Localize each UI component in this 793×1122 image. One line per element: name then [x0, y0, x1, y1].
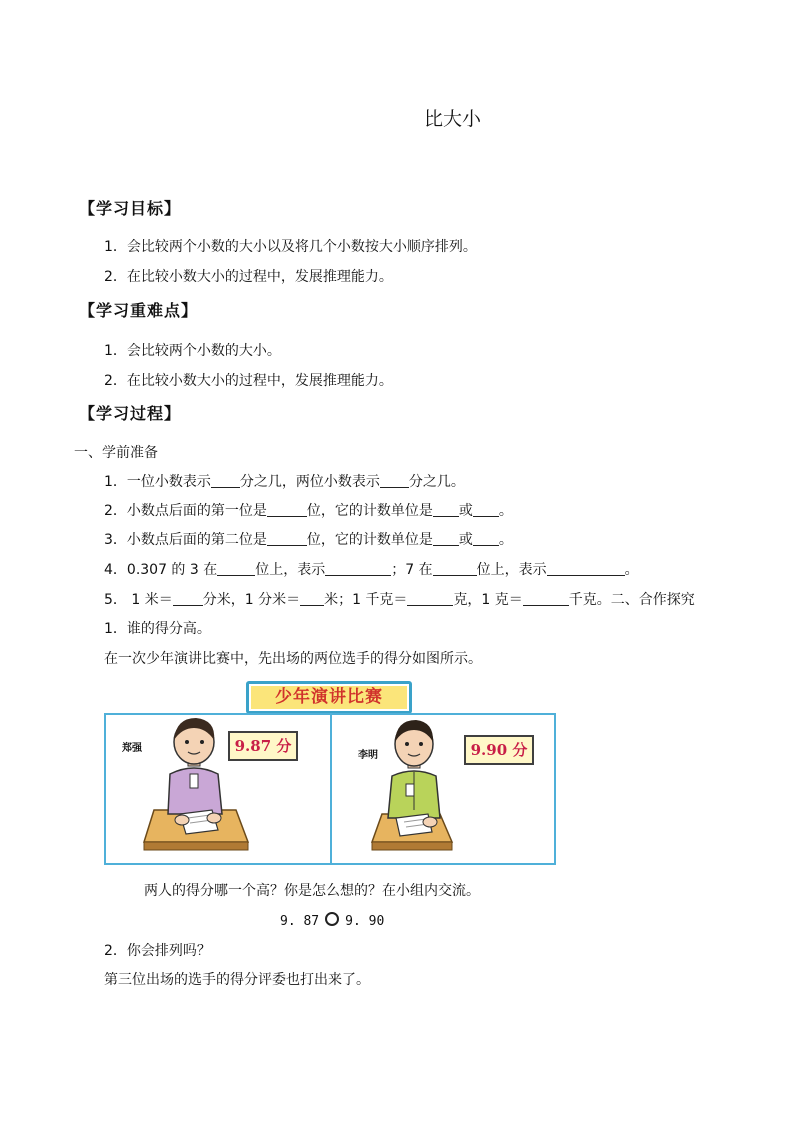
text: 或 [458, 532, 473, 548]
text: 。 [624, 562, 639, 578]
contest-banner [246, 681, 412, 714]
key-point-item: 1．会比较两个小数的大小。 [104, 343, 281, 359]
answer-blank[interactable] [173, 591, 203, 606]
boy-at-desk-left-illustration [140, 714, 260, 862]
text: 5． 1 米＝ [104, 592, 173, 608]
text: 位上，表示 [255, 562, 326, 578]
text: 位上，表示 [476, 562, 547, 578]
subsection-1-title: 1．谁的得分高。 [104, 621, 211, 637]
text: 分之几。 [408, 474, 465, 490]
key-point-item: 2．在比较小数大小的过程中，发展推理能力。 [104, 373, 393, 389]
discussion-question: 两人的得分哪一个高？你是怎么想的？在小组内交流。 [144, 883, 480, 899]
answer-blank[interactable] [433, 502, 459, 517]
answer-blank[interactable] [267, 531, 307, 546]
text: 分米，1 分米＝ [202, 592, 301, 608]
question-1 [104, 471, 465, 491]
answer-blank[interactable] [217, 561, 255, 576]
banner-title: 少年演讲比赛 [251, 686, 407, 709]
text: 分之几，两位小数表示 [239, 474, 380, 490]
answer-blank[interactable] [473, 531, 499, 546]
text: 。 [498, 532, 513, 548]
goal-item: 2．在比较小数大小的过程中，发展推理能力。 [104, 269, 393, 285]
answer-blank[interactable] [473, 502, 499, 517]
text: 位，它的计数单位是 [306, 532, 433, 548]
comparison-expression [280, 912, 384, 929]
text: 4．0.307 的 3 在 [104, 562, 218, 578]
answer-blank[interactable] [211, 473, 240, 488]
score-box-left: 9.87 分 [228, 731, 298, 761]
answer-blank[interactable] [325, 561, 391, 576]
page-title: 比大小 [423, 108, 481, 130]
text: 或 [458, 503, 473, 519]
compare-right-value: 9. 90 [345, 914, 385, 929]
section-heading-goals: 【学习目标】 [79, 199, 182, 218]
panel-divider [330, 713, 332, 865]
answer-blank[interactable] [407, 591, 453, 606]
text: 1．一位小数表示 [104, 474, 211, 490]
text: 3．小数点后面的第二位是 [104, 532, 267, 548]
question-3 [104, 529, 513, 549]
text: 克，1 克＝ [453, 592, 523, 608]
answer-blank[interactable] [267, 502, 307, 517]
answer-blank[interactable] [380, 473, 409, 488]
text: 。 [498, 503, 513, 519]
compare-left-value: 9. 87 [280, 914, 320, 929]
text: 位，它的计数单位是 [306, 503, 433, 519]
text: 千克。二、合作探究 [568, 592, 695, 608]
subsection-2-title: 2．你会排列吗？ [104, 943, 211, 959]
answer-blank[interactable] [433, 561, 477, 576]
answer-blank[interactable] [523, 591, 569, 606]
subsection-1-desc: 在一次少年演讲比赛中，先出场的两位选手的得分如图所示。 [104, 651, 482, 667]
question-2 [104, 500, 513, 520]
compare-circle-blank[interactable] [325, 912, 339, 926]
goal-item: 1．会比较两个小数的大小以及将几个小数按大小顺序排列。 [104, 239, 477, 255]
section-heading-process: 【学习过程】 [79, 404, 182, 423]
answer-blank[interactable] [300, 591, 324, 606]
text: ；7 在 [391, 562, 433, 578]
score-box-right: 9.90 分 [464, 735, 534, 765]
contestant-name-right: 李明 [358, 750, 378, 761]
text: 2．小数点后面的第一位是 [104, 503, 267, 519]
contestant-name-left: 郑强 [122, 743, 142, 754]
answer-blank[interactable] [433, 531, 459, 546]
text: 米；1 千克＝ [324, 592, 408, 608]
part-title: 一、学前准备 [74, 445, 158, 461]
question-4 [104, 559, 639, 579]
subsection-2-desc: 第三位出场的选手的得分评委也打出来了。 [104, 972, 370, 988]
answer-blank[interactable] [547, 561, 625, 576]
section-heading-key-points: 【学习重难点】 [79, 301, 199, 320]
question-5 [104, 589, 695, 609]
boy-at-desk-right-illustration [370, 714, 460, 862]
